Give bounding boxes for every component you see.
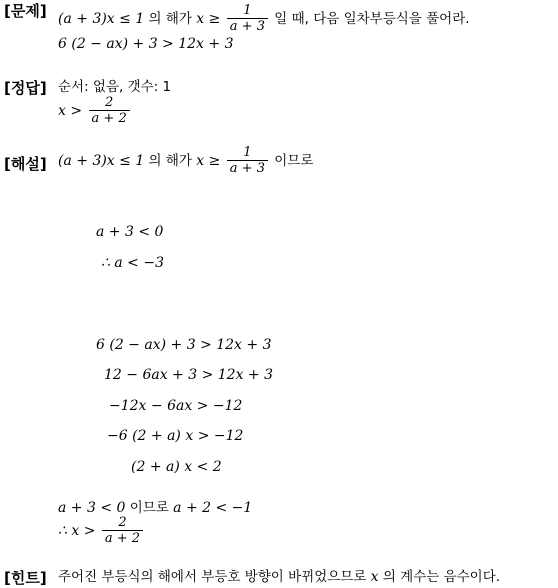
fraction-numerator: 1	[243, 145, 252, 160]
solution-text-2: 이므로	[269, 153, 314, 169]
solution-step-1: a + 3 < 0	[96, 224, 164, 240]
fraction-numerator: 2	[104, 95, 114, 110]
fraction-denominator: a + 2	[89, 110, 130, 126]
hint-variable: x	[370, 569, 379, 585]
hint-label: [힌트]	[4, 569, 47, 587]
conclusion-line-2	[58, 516, 145, 546]
fraction-denominator: a + 2	[102, 530, 143, 546]
conclusion-lhs: ∴ x >	[58, 523, 96, 539]
problem-text: 의 해가	[144, 11, 197, 27]
conclusion-result: a + 2 < −1	[173, 500, 253, 516]
calc-line-2: 12 − 6ax + 3 > 12x + 3	[104, 367, 274, 383]
fraction-denominator: a + 3	[227, 18, 268, 34]
problem-solution-lhs: x ≥	[196, 11, 221, 27]
problem-line-1	[58, 4, 470, 34]
solution-text: 의 해가	[144, 153, 197, 169]
fraction-numerator: 1	[243, 3, 252, 18]
problem-line-2: 6 (2 − ax) + 3 > 12x + 3	[58, 36, 234, 52]
calc-line-5: (2 + a) x < 2	[131, 459, 222, 475]
conclusion-line-1	[58, 499, 252, 517]
conclusion-text: 이므로	[125, 500, 174, 516]
hint-text	[58, 568, 500, 586]
conclusion-fraction	[102, 516, 143, 546]
answer-fraction	[89, 96, 130, 126]
problem-instruction: 일 때, 다음 일차부등식을 풀어라.	[269, 11, 470, 27]
hint-text-a: 주어진 부등식의 해에서 부등호 방향이 바뀌었으므로	[58, 569, 371, 585]
solution-fraction	[227, 146, 268, 176]
solution-label: [해설]	[4, 155, 47, 173]
fraction-denominator: a + 3	[227, 160, 268, 176]
solution-step-2: ∴ a < −3	[101, 255, 164, 271]
problem-inequality: (a + 3)x ≤ 1	[58, 11, 145, 27]
answer-line-1: 순서: 없음, 갯수: 1	[58, 79, 172, 95]
solution-line-1	[58, 146, 313, 176]
answer-label: [정답]	[4, 79, 47, 97]
calc-line-4: −6 (2 + a) x > −12	[107, 428, 244, 444]
hint-text-b: 의 계수는 음수이다.	[378, 569, 501, 585]
fraction-numerator: 2	[118, 515, 127, 530]
calc-line-1: 6 (2 − ax) + 3 > 12x + 3	[96, 337, 272, 353]
answer-expression	[58, 96, 132, 126]
solution-lhs: x ≥	[196, 153, 221, 169]
conclusion-condition: a + 3 < 0	[58, 500, 126, 516]
problem-label: [문제]	[4, 2, 47, 20]
calc-line-3: −12x − 6ax > −12	[109, 398, 243, 414]
problem-fraction	[227, 4, 268, 34]
solution-inequality: (a + 3)x ≤ 1	[58, 153, 145, 169]
answer-lhs: x >	[58, 103, 83, 119]
